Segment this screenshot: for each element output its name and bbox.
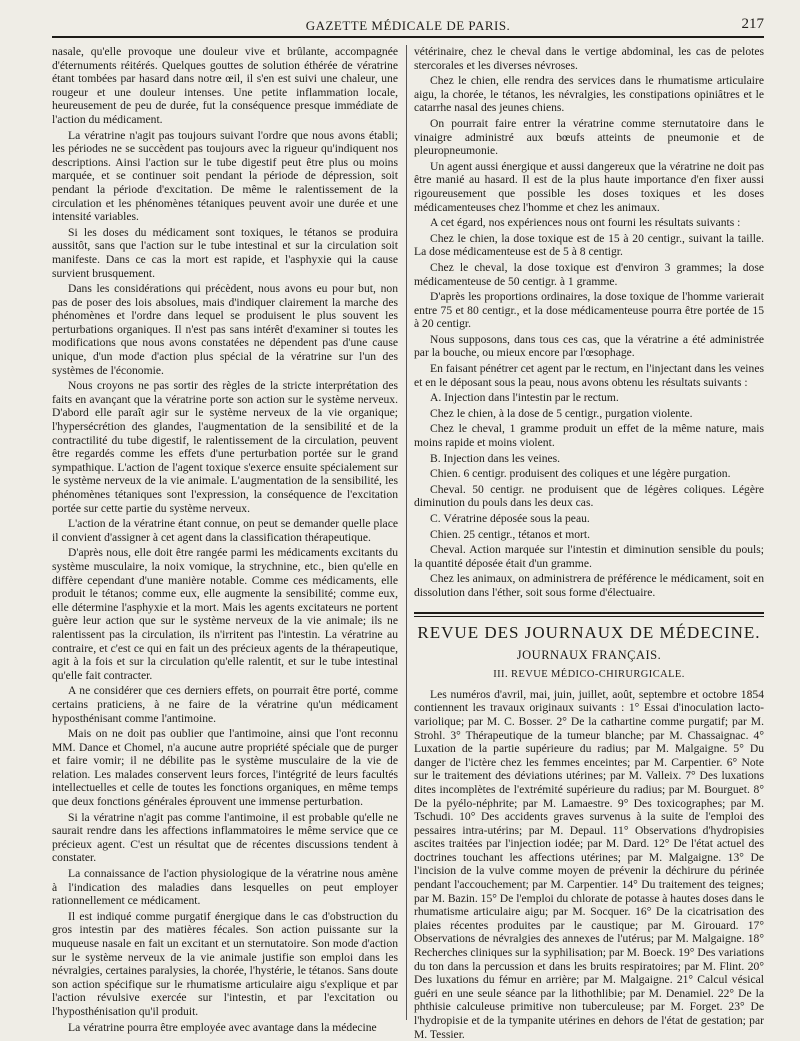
paragraph: D'après nous, elle doit être rangée parmi les médicaments excitants du système musculaire, la noix vomique, la strychnine, etc., bien qu'elle en diffère cependant d'une manière notable. Comme ces médicaments, elle produit le tétanos; comme eux, elle augmente la sensibilité; comme eux, elle détermine l'asphyxie et la mort. Mais les agents excitateurs ne portent guère leur action que sur le système nerveux de la vie animale; ils ne ralentissent pas la circulation, ils n'irritent pas l'intestin. La vératrine au contraire, et c'est ce qui en fait un des précieux agents de la thérapeutique, agit à la fois et sur la circulation qu'elle ralentit, et sur le tube intestinal qu'elle fait contracter. [52, 546, 398, 682]
paragraph: Nous supposons, dans tous ces cas, que la vératrine a été administrée par la bouche, ou mieux encore par l'œsophage. [414, 332, 764, 360]
section-rule [414, 612, 764, 614]
paragraph: Chez le chien, elle rendra des services dans le rhumatisme articulaire aigu, la chorée, le tétanos, les névralgies, les constipations opiniâtres et le catarrhe nasal des jeunes chiens. [414, 74, 764, 115]
paragraph: A cet égard, nos expériences nous ont fourni les résultats suivants : [430, 216, 741, 230]
paragraph: Chez le cheval, la dose toxique est d'environ 3 grammes; la dose médicamenteuse de 50 centigr. à 1 gramme. [414, 260, 764, 288]
page-number: 217 [741, 16, 764, 32]
subsubsection-title: III. REVUE MÉDICO-CHIRURGICALE. [493, 669, 685, 681]
paragraph: Mais on ne doit pas oublier que l'antimoine, ainsi que l'ont reconnu MM. Dance et Chomel, n'a aucune autre propriété spéciale que de purger et faire vomir; il ne débilite pas le système musculaire de la vie de relation. Les malades conservent leurs forces, l'intégrité de leurs facultés intellectuelles et celle de toutes les fonctions organiques, en même temps que deux fonctions générales éprouvent une immense perturbation. [52, 727, 398, 809]
running-head [52, 12, 764, 38]
paragraph: B. Injection dans les veines. [430, 451, 561, 465]
paragraph: En faisant pénétrer cet agent par le rectum, en l'injectant dans les veines et en le déposant sous la peau, nous avons obtenu les résultats suivants : [414, 362, 764, 389]
review-paragraph: Les numéros d'avril, mai, juin, juillet, août, septembre et octobre 1854 contiennent les travaux originaux suivants : 1° Essai d'inoculation lacto-variolique; par M. C. Bosser. 2° De la cathartine comme purgatif; par M. Strohl. 3° Thérapeutique de la tumeur blanche; par M. Chassaignac. 4° Luxation de la partie supérieure du radius; par M. Malgaigne. 5° Du danger de l'ictère chez les femmes enceintes; par M. Carpentier. 6° Note sur le traitement des déviations utérines; par M. Valleix. 7° Des luxations dites incomplètes de l'extrémité supérieure du radius; par M. Bourguet. 8° De la pyélo-néphrite; par M. Lamaestre. 9° Des toxicographes; par M. Tschudi. 10° Des accidents graves survenus à la suite de l'emploi des pessaires intra-utérins; par M. Depaul. 11° Observations d'hydropisies ascites traitées par l'injection iodée; par M. Dard. 12° De l'état actuel des doctrines touchant les affections utérines; par M. Malgaigne. 13° De l'incision de la vulve comme moyen de prévenir la déchirure du périnée pendant l'accouchement; par M. Carpentier. 14° Du traitement des teignes; par M. Bazin. 15° De l'emploi du chlorate de potasse à hautes doses dans le rhumatisme articulaire aigu; par M. Socquer. 16° De la cicatrisation des plaies récentes produites par le caustique; par M. Girouard. 17° Observations de névralgies des annexes de l'utérus; par M. Malgaigne. 18° Recherches cliniques sur la syphilisation; par M. Boeck. 19° Des variations du ton dans la percussion et dans les bruits respiratoires; par M. Flint. 20° Des luxations du fémur en arrière; par M. Malgaigne. 21° Calcul vésical guéri en une seule séance par la lithothlibie; par M. Denamiel. 22° De la phthisie calculeuse primitive non tuberculeuse; par M. Forget. 23° De l'hydropisie et de la tympanite utérines en dehors de l'état de gestation; par M. Tessier. [414, 687, 764, 1041]
paragraph: A ne considérer que ces derniers effets, on pourrait être porté, comme certains praticiens, à ne faire de la vératrine qu'un médicament hyposthénisant comme l'antimoine. [52, 684, 398, 725]
paragraph: Si la vératrine n'agit pas comme l'antimoine, il est probable qu'elle ne saurait rendre dans les affections inflammatoires le même service que ce précieux agent. C'est un résultat que de récentes discussions tendent à constater. [52, 810, 398, 865]
paragraph: L'action de la vératrine étant connue, on peut se demander quelle place il convient d'assigner à cet agent dans la classification thérapeutique. [52, 517, 398, 544]
paragraph: Nous croyons ne pas sortir des règles de la stricte interprétation des faits en avançant que la vératrine porte son action sur le système nerveux. D'abord elle paraît agir sur le système nerveux de la vie organique; l'hypersécrétion des glandes, l'augmentation de la sensibilité et de la contractilité du tube digestif, le ralentissement de la circulation, peuvent être regardés comme les effets d'une perturbation portée sur le grand sympathique. L'action de l'agent toxique s'exerce ensuite spécialement sur le système nerveux de la vie animale. L'augmentation de la sensibilité, les phénomènes tétaniques sont l'expression, la conséquence de l'excitation portée sur cette partie du système nerveux. [52, 379, 398, 515]
paragraph: On pourrait faire entrer la vératrine comme sternutatoire dans le vinaigre administré aux bœufs atteints de pneumonie et de pleuropneumonie. [414, 116, 764, 158]
paragraph: Chien. 6 centigr. produisent des coliques et une légère purgation. [430, 467, 731, 481]
right-column [414, 45, 764, 1041]
paragraph: Un agent aussi énergique et aussi dangereux que la vératrine ne doit pas être manié au hasard. Il est de la plus haute importance d'en fixer aussi rigoureusement que possible les doses toxiques et les doses médicamenteuses chez l'homme et chez les animaux. [414, 159, 764, 214]
paragraph: C. Vératrine déposée sous la peau. [430, 512, 590, 525]
paragraph: nasale, qu'elle provoque une douleur vive et brûlante, accompagnée d'éternuments réitérés. Quelques gouttes de solution éthérée de vératrine étant tombées par hasard dans notre œil, il s'en est suivi une chaleur, une rougeur et une douleur intenses. Une petite inflammation locale, heureusement de peu de durée, fut la conséquence presque immédiate de l'action du médicament. [52, 45, 398, 126]
subsection-title: JOURNAUX FRANÇAIS. [516, 647, 662, 662]
paragraph: Il est indiqué comme purgatif énergique dans le cas d'obstruction du gros intestin par des matières fécales. Son action puissante sur la muqueuse nasale en fait un excitant et un sternutatoire. Son mode d'action sur le système nerveux de la vie animale justifie son emploi dans les névralgies, certaines paralysies, la chorée, l'hystérie, le tétanos. Sans doute son action spécifique sur le rhumatisme articulaire aigu s'explique et par l'action révulsive exercée sur l'intestin, et par l'excitation ou l'hyposthénisation qu'il produit. [52, 909, 398, 1018]
paragraph: Chien. 25 centigr., tétanos et mort. [430, 527, 591, 541]
section-title: REVUE DES JOURNAUX DE MÉDECINE. [417, 622, 761, 642]
paragraph: Chez le cheval, 1 gramme produit un effet de la même nature, mais moins rapide et moins violent. [414, 422, 764, 450]
paragraph: vétérinaire, chez le cheval dans le vertige abdominal, les cas de pelotes stercorales et les diverses névroses. [414, 45, 764, 72]
paragraph: Chez les animaux, on administrera de préférence le médicament, soit en dissolution dans l'éther, soit sous forme d'électuaire. [414, 572, 764, 599]
paragraph: A. Injection dans l'intestin par le rectum. [430, 391, 619, 405]
column-divider [406, 45, 407, 1020]
paragraph: Cheval. 50 centigr. ne produisent que de légères coliques. Légère diminution du pouls dans les deux cas. [414, 482, 764, 510]
paragraph: Chez le chien, la dose toxique est de 15 à 20 centigr., suivant la taille. La dose médicamenteuse est de 5 à 8 centigr. [414, 231, 764, 259]
paragraph: Cheval. Action marquée sur l'intestin et diminution sensible du pouls; la quantité déposée était d'un gramme. [414, 543, 764, 570]
paragraph: La vératrine pourra être employée avec avantage dans la médecine [68, 1020, 377, 1034]
paragraph: Chez le chien, à la dose de 5 centigr., purgation violente. [430, 406, 693, 420]
paragraph: Si les doses du médicament sont toxiques, le tétanos se produira aussitôt, sans que l'action sur le tube intestinal et sur la circulation soit manifeste. Dans ce cas la mort est rapide, et l'asphyxie qui la cause survient brusquement. [52, 225, 398, 280]
paragraph: La vératrine n'agit pas toujours suivant l'ordre que nous avons établi; les périodes ne se succèdent pas toujours avec la rigueur qu'indiquent nos descriptions. Ainsi l'action sur le tube digestif peut être plus ou moins marquée, et se continuer soit pendant la période de dépression, soit pendant la période d'excitation. De même le ralentissement de la circulation et les phénomènes tétaniques peuvent avoir une durée et une intensité variables. [52, 128, 398, 224]
paragraph: La connaissance de l'action physiologique de la vératrine nous amène à l'indication des maladies dans lesquelles on peut employer rationnellement ce médicament. [52, 867, 398, 908]
section-rule-thin [414, 616, 764, 617]
left-column [52, 45, 398, 1034]
journal-title: GAZETTE MÉDICALE DE PARIS. [305, 18, 511, 33]
paragraph: D'après les proportions ordinaires, la dose toxique de l'homme varierait entre 75 et 80 centigr., et la dose médicamenteuse pourra être portée de 15 à 20 centigr. [414, 290, 764, 331]
paragraph: Dans les considérations qui précèdent, nous avons eu pour but, non pas de poser des lois absolues, mais d'indiquer clairement la marche des phénomènes et l'ordre dans lequel se produisent le plus souvent les perturbations organiques. Il n'est pas sans intérêt d'examiner si toutes les modifications que nous avons constatées ne dépendent pas d'une cause unique, d'un mode d'action plus spécial de la vératrine sur l'un des systèmes de l'économie. [52, 282, 398, 377]
